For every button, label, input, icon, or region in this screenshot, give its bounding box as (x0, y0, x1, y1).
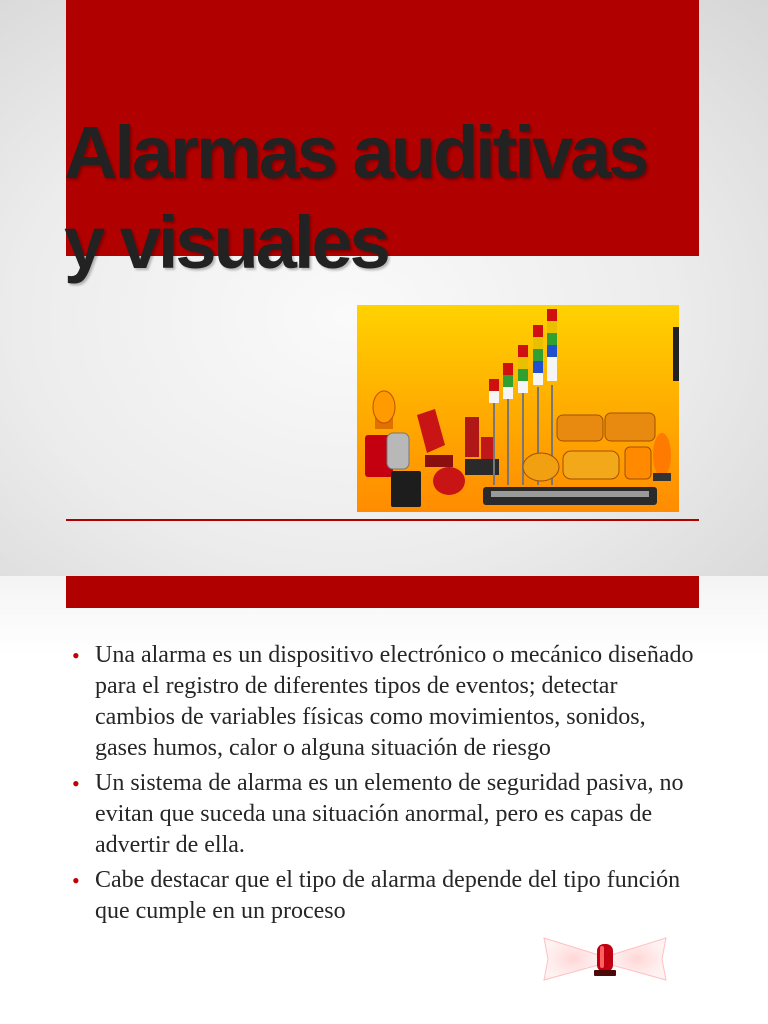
title-divider (66, 519, 699, 521)
bullet-item (72, 865, 702, 927)
bullet-icon: • (72, 643, 80, 668)
bullet-item (72, 768, 702, 861)
bullet-list (72, 640, 702, 931)
bullet-text: Cabe destacar que el tipo de alarma depende del tipo función que cumple en un proceso (95, 867, 681, 924)
bullet-icon: • (72, 771, 80, 796)
title-line-1: Alarmas auditivas (64, 111, 647, 194)
alarm-products-photo (357, 305, 679, 512)
title-line-2: y visuales (64, 201, 388, 284)
bullet-icon: • (72, 868, 80, 893)
slide-title (64, 108, 754, 288)
bullet-text: Una alarma es un dispositivo electrónico o mecánico diseñado para el registro de diferentes tipos de eventos; detectar cambios de variables físicas como movimientos, sonidos, gases humos, calor o alguna situación de riesgo (95, 642, 694, 761)
bullet-text: Un sistema de alarma es un elemento de seguridad pasiva, no evitan que suceda una situación anormal, pero es capas de advertir de ella. (95, 770, 684, 858)
siren-icon (540, 936, 670, 982)
content-red-band (66, 576, 699, 608)
bullet-item (72, 640, 702, 764)
